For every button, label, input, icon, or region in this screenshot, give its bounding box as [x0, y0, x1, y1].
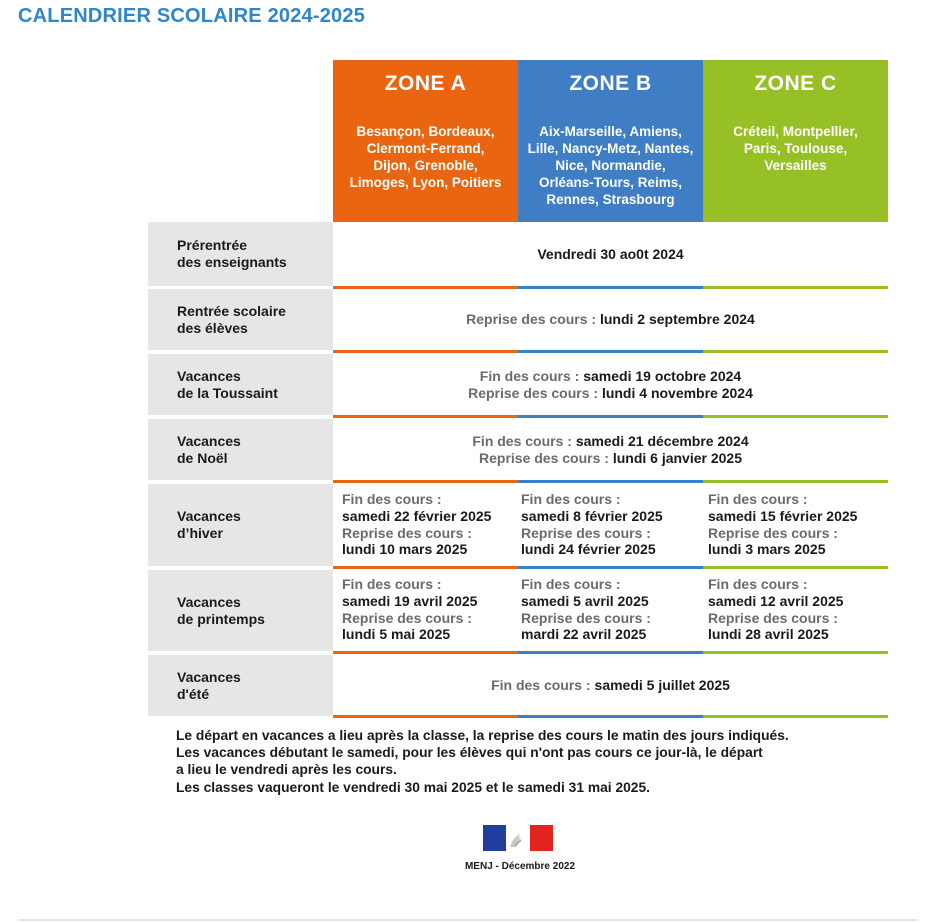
reprise-date: lundi 2 septembre 2024	[599, 311, 755, 327]
zone-a-header: ZONE A	[333, 60, 518, 108]
fin-label: Fin des cours :	[342, 491, 442, 507]
fin-label: Fin des cours :	[521, 576, 621, 592]
printemps-zone-c-cell	[708, 576, 843, 643]
zone-b-city-line: Lille, Nancy-Metz, Nantes,	[527, 141, 694, 156]
zone-a-city-line: Clermont-Ferrand,	[366, 141, 485, 156]
zone-b-city-line: Orléans-Tours, Reims,	[538, 175, 683, 190]
fin-date: samedi 5 avril 2025	[521, 592, 649, 609]
row-label-line: de printemps	[177, 610, 265, 627]
footnote-line: Le départ en vacances a lieu après la classe, la reprise des cours le matin des jours indiqués.	[176, 728, 789, 743]
row-label-line: Vacances	[177, 508, 241, 524]
reprise-label: Reprise des cours :	[479, 449, 609, 466]
zone-b-city-line: Nice, Normandie,	[555, 158, 666, 173]
zone-divider-line	[333, 415, 888, 418]
zone-b-header: ZONE B	[518, 60, 703, 108]
row-label-line: de la Toussaint	[177, 384, 278, 401]
row-content-ete	[333, 655, 888, 716]
zone-c-city-line: Versailles	[764, 158, 827, 173]
fin-label: Fin des cours :	[479, 367, 580, 384]
hiver-zone-a-cell	[342, 491, 491, 558]
row-label-line: Rentrée scolaire	[177, 302, 286, 319]
fin-label: Fin des cours :	[491, 677, 591, 693]
fin-date: samedi 15 février 2025	[708, 507, 858, 524]
zone-divider-line	[333, 651, 888, 654]
printemps-zone-a-cell	[342, 576, 477, 643]
row-label-hiver	[148, 484, 333, 566]
row-label-line: d’hiver	[177, 525, 223, 541]
marianne-logo-icon	[483, 825, 553, 851]
reprise-label: Reprise des cours :	[466, 311, 597, 327]
bottom-divider	[18, 919, 918, 921]
row-label-line: des enseignants	[177, 254, 287, 270]
fin-label: Fin des cours :	[708, 576, 808, 592]
zone-a-city-line: Limoges, Lyon, Poitiers	[349, 175, 502, 190]
fin-label: Fin des cours :	[708, 491, 808, 507]
hiver-zone-c-cell	[708, 491, 857, 558]
row-label-line: Vacances	[177, 668, 241, 685]
logo-caption: MENJ - Décembre 2022	[464, 861, 576, 872]
fin-label: Fin des cours :	[342, 576, 442, 592]
reprise-date: lundi 10 mars 2025	[342, 541, 468, 558]
row-label-noel	[148, 419, 333, 480]
fin-date: samedi 21 décembre 2024	[575, 432, 749, 449]
fin-label: Fin des cours :	[472, 432, 572, 449]
zone-a-city-line: Dijon, Grenoble,	[373, 158, 478, 173]
reprise-label: Reprise des cours :	[342, 609, 472, 626]
footnote-line: Les vacances débutant le samedi, pour les élèves qui n'ont pas cours ce jour-là, le départ	[176, 745, 763, 761]
row-content-prerentree	[333, 222, 888, 286]
fin-date: samedi 8 février 2025	[521, 507, 663, 524]
zone-c-header: ZONE C	[703, 60, 888, 108]
row-label-line: Vacances	[177, 367, 241, 384]
row-content-toussaint	[333, 354, 888, 415]
reprise-label: Reprise des cours :	[342, 524, 472, 541]
row-label-line: d'été	[177, 685, 210, 702]
hiver-zone-b-cell	[521, 491, 663, 558]
row-content-noel	[333, 419, 888, 480]
row-label-line: des élèves	[177, 319, 248, 336]
reprise-date: lundi 28 avril 2025	[708, 626, 829, 643]
reprise-label: Reprise des cours :	[468, 384, 599, 401]
zone-divider-line	[333, 715, 888, 718]
printemps-zone-b-cell	[521, 576, 651, 643]
zone-divider-line	[333, 350, 888, 353]
row-label-line: Vacances	[177, 432, 241, 449]
row-label-line: Prérentrée	[177, 237, 248, 253]
zone-b-city-line: Rennes, Strasbourg	[546, 192, 675, 207]
zone-b-cities	[518, 108, 703, 222]
reprise-label: Reprise des cours :	[521, 609, 651, 626]
row-label-line: de Noël	[177, 449, 228, 466]
prerentree-date: Vendredi 30 ao0t 2024	[537, 245, 684, 262]
row-label-printemps	[148, 570, 333, 651]
zone-divider-line	[333, 480, 888, 483]
reprise-label: Reprise des cours :	[521, 524, 651, 541]
page-title: CALENDRIER SCOLAIRE 2024-2025	[18, 5, 366, 27]
reprise-date: lundi 6 janvier 2025	[612, 449, 742, 466]
reprise-date: lundi 3 mars 2025	[708, 541, 826, 558]
reprise-date: mardi 22 avril 2025	[521, 626, 647, 643]
zone-c-city-line: Paris, Toulouse,	[743, 141, 848, 156]
reprise-label: Reprise des cours :	[708, 609, 838, 626]
zone-c-cities	[703, 108, 888, 222]
row-label-ete	[148, 655, 333, 716]
row-label-toussaint	[148, 354, 333, 415]
fin-date: samedi 19 avril 2025	[342, 592, 478, 609]
fin-label: Fin des cours :	[521, 491, 621, 507]
row-label-prerentree	[148, 222, 333, 286]
reprise-date: lundi 5 mai 2025	[342, 626, 451, 643]
zone-divider-line	[333, 566, 888, 569]
fin-date: samedi 22 février 2025	[342, 507, 492, 524]
row-label-line: Vacances	[177, 593, 241, 610]
footnote-line: a lieu le vendredi après les cours.	[176, 762, 397, 778]
footnote-line: Les classes vaqueront le vendredi 30 mai 2025 et le samedi 31 mai 2025.	[176, 779, 650, 795]
zone-b-city-line: Aix-Marseille, Amiens,	[539, 124, 682, 139]
reprise-date: lundi 24 février 2025	[521, 541, 656, 558]
reprise-label: Reprise des cours :	[708, 524, 838, 541]
zone-c-city-line: Créteil, Montpellier,	[733, 124, 858, 139]
row-content-rentree	[333, 289, 888, 350]
marianne-profile-icon	[506, 825, 530, 851]
zone-a-cities	[333, 108, 518, 222]
footnotes	[176, 727, 789, 796]
fin-date: samedi 12 avril 2025	[708, 592, 844, 609]
zone-a-city-line: Besançon, Bordeaux,	[356, 124, 495, 139]
reprise-date: lundi 4 novembre 2024	[601, 384, 753, 401]
fin-date: samedi 19 octobre 2024	[583, 367, 742, 384]
row-label-rentree	[148, 289, 333, 350]
fin-date: samedi 5 juillet 2025	[594, 677, 730, 693]
